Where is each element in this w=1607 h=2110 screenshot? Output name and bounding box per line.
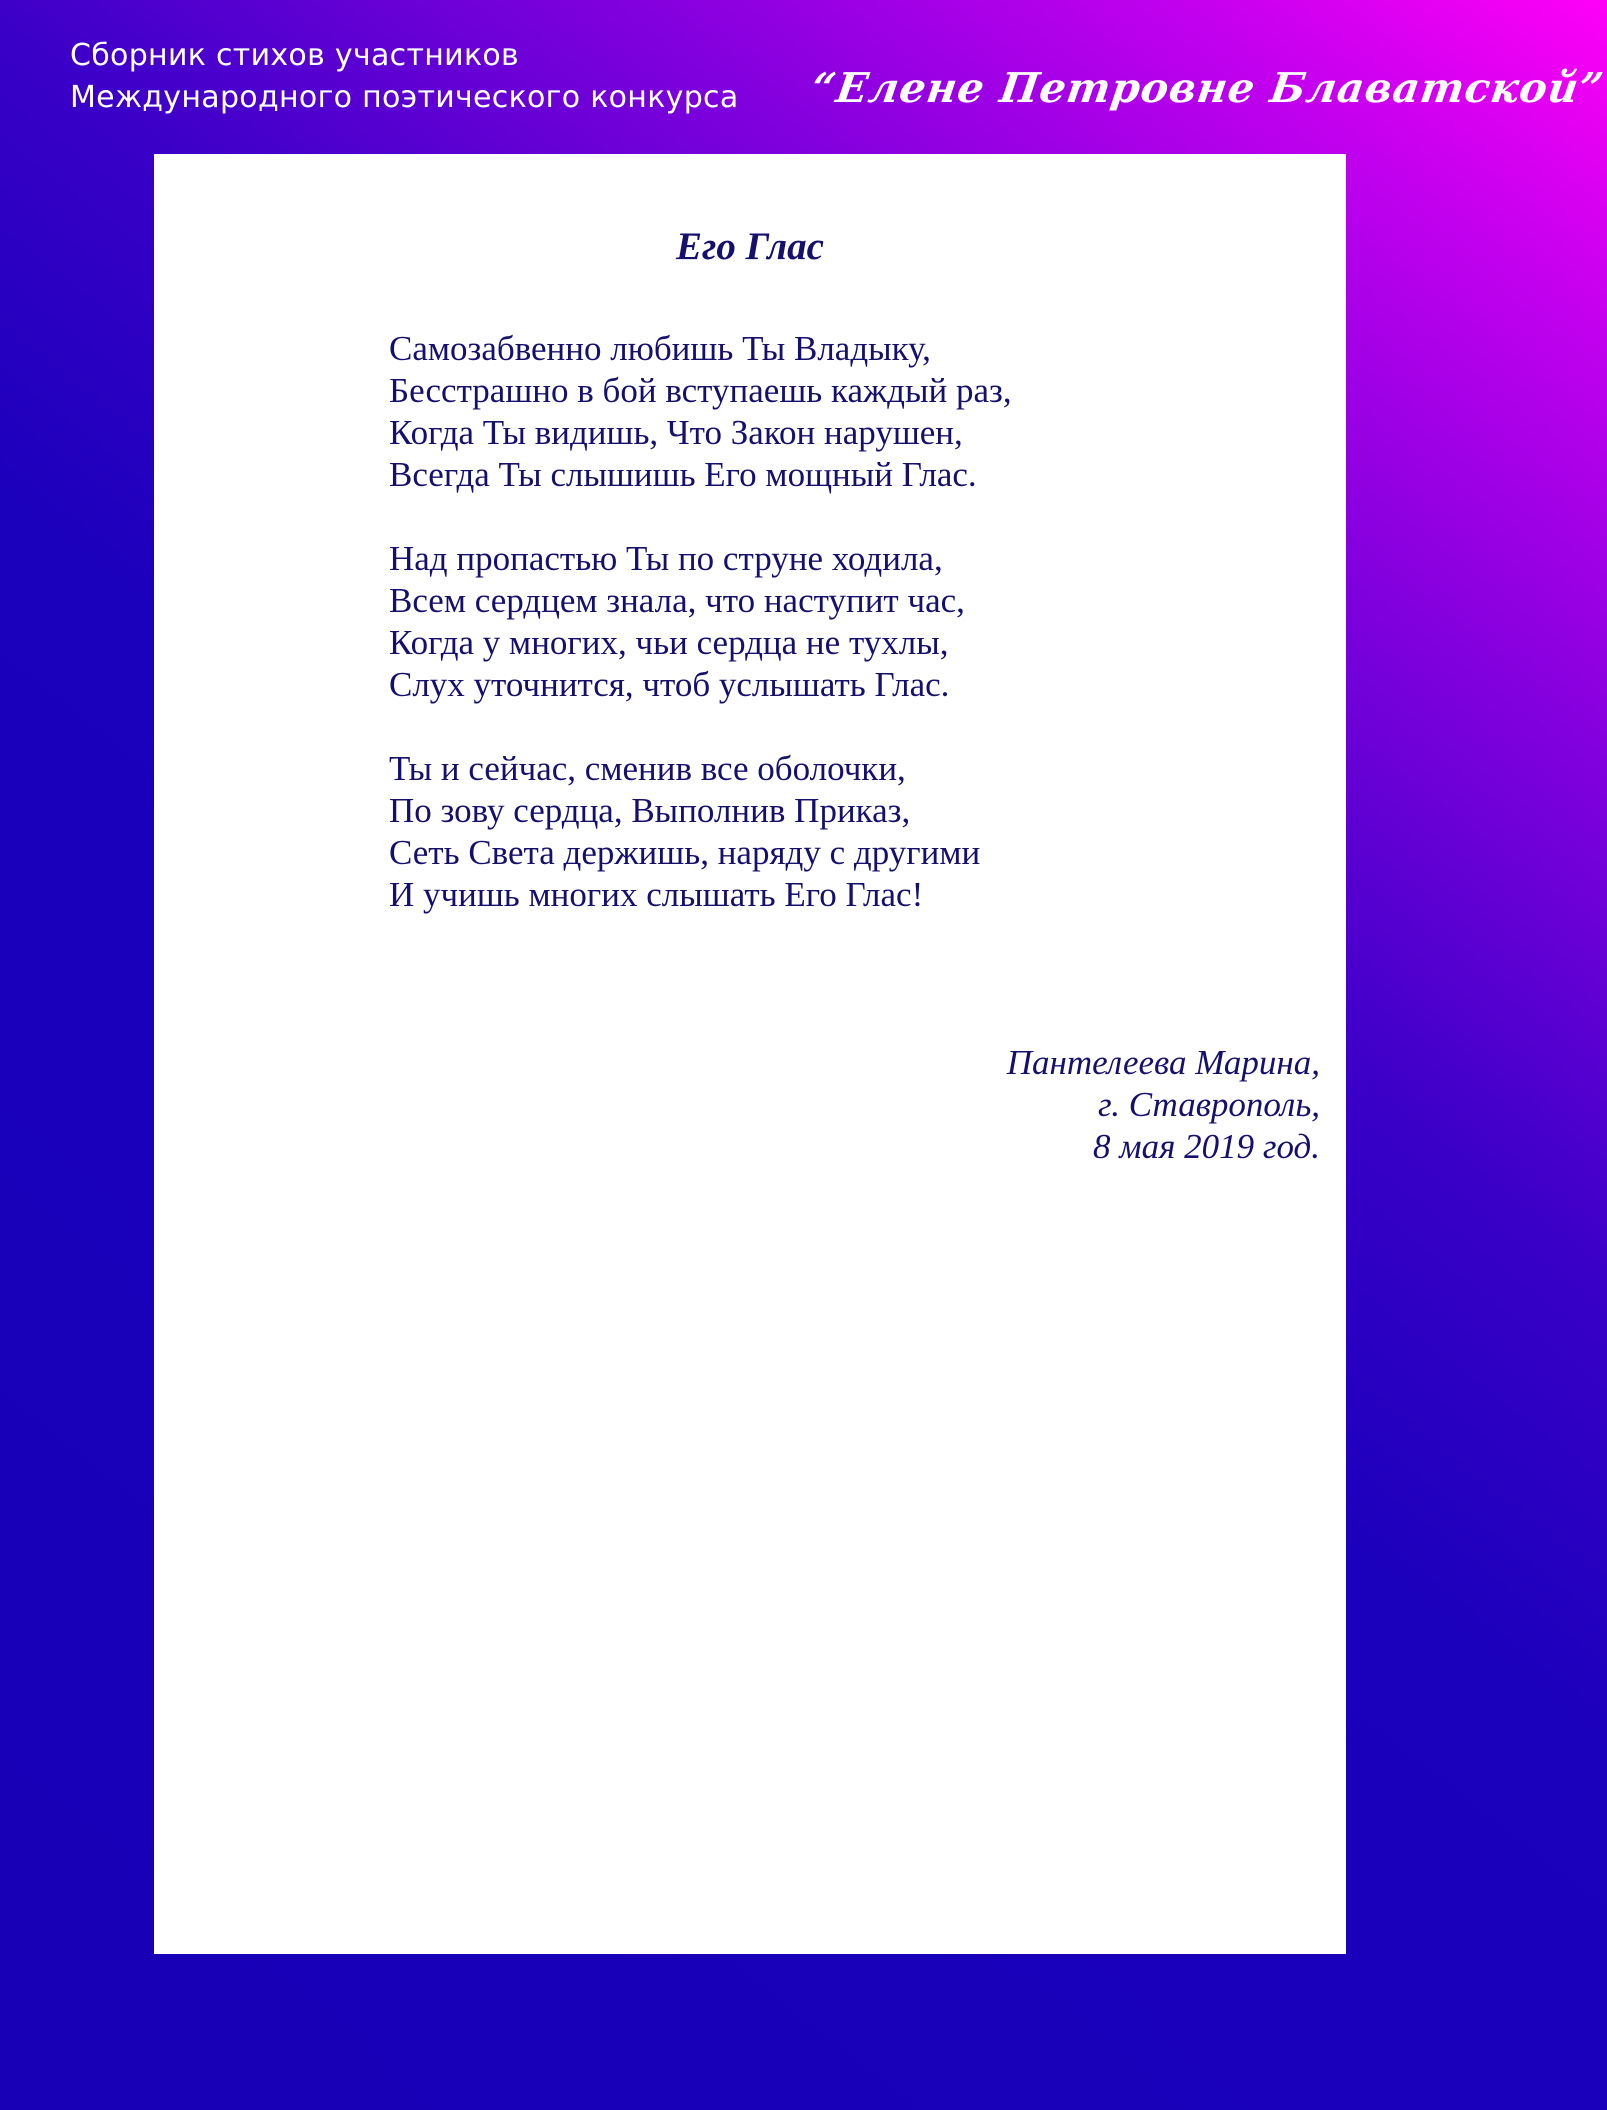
poem-line: Самозабвенно любишь Ты Владыку,: [389, 329, 931, 368]
poem-date: 8 мая 2019 год.: [1092, 1127, 1320, 1166]
poem-line: Бесстрашно в бой вступаешь каждый раз,: [389, 371, 1012, 410]
poem-line: Ты и сейчас, сменив все оболочки,: [389, 749, 906, 788]
poem-title: Его Глас: [676, 225, 824, 268]
poem-page: [154, 154, 1346, 1954]
poem-line: Когда у многих, чьи сердца не тухлы,: [389, 623, 949, 662]
poem-line: Когда Ты видишь, Что Закон нарушен,: [389, 413, 963, 452]
poem-line: Всем сердцем знала, что наступит час,: [389, 581, 965, 620]
poem-line: Слух уточнится, чтоб услышать Глас.: [389, 665, 950, 704]
signature-block: [720, 1042, 1320, 1168]
poem-line: И учишь многих слышать Его Глас!: [389, 875, 924, 914]
poem-body: [389, 328, 1189, 958]
contest-name: “Елене Петровне Блаватской”: [808, 64, 1607, 112]
author-city: г. Ставрополь,: [1098, 1085, 1320, 1124]
poem-line: По зову сердца, Выполнив Приказ,: [389, 791, 911, 830]
stanza-2: [389, 538, 1189, 706]
collection-header: [70, 34, 1607, 134]
poem-line: Всегда Ты слышишь Его мощный Глас.: [389, 455, 977, 494]
poem-line: Над пропастью Ты по струне ходила,: [389, 539, 943, 578]
author-name: Пантелеева Марина,: [1006, 1043, 1320, 1082]
stanza-3: [389, 748, 1189, 916]
stanza-1: [389, 328, 1189, 496]
contest-subtitle: Международного поэтического конкурса: [70, 80, 739, 115]
poem-line: Сеть Света держишь, наряду с другими: [389, 833, 981, 872]
collection-title: Сборник стихов участников: [70, 38, 520, 73]
